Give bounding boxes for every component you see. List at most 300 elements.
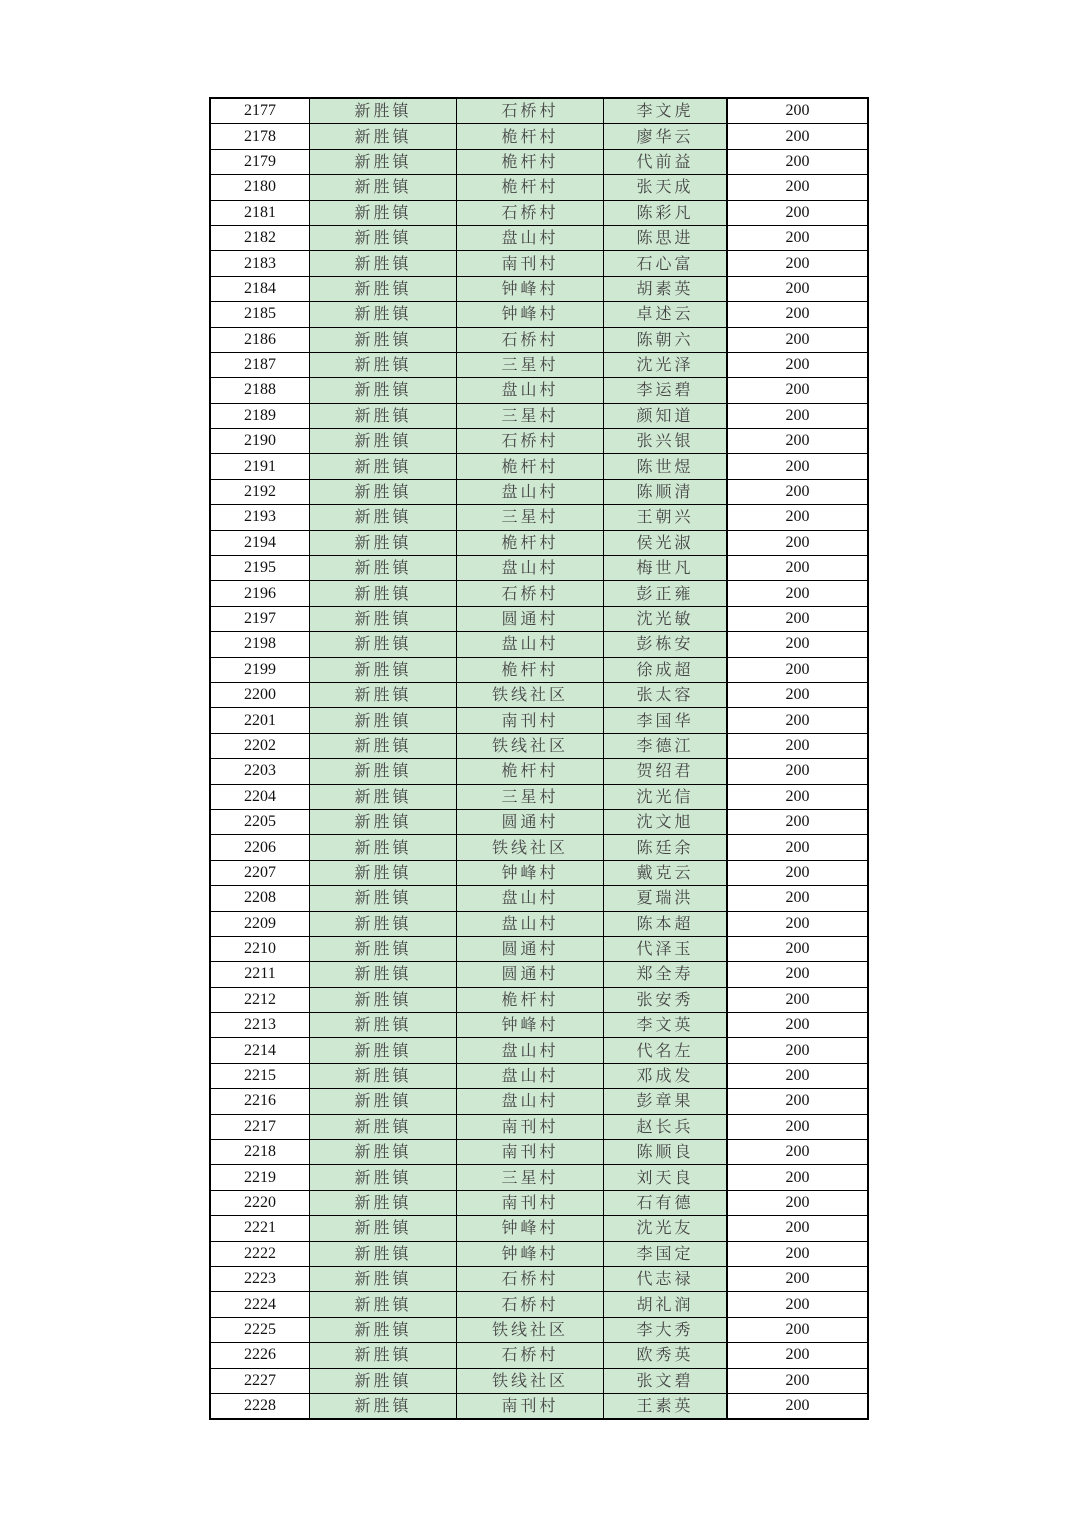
town-cell: 新胜镇 [310, 479, 457, 504]
village-cell: 石桥村 [457, 1343, 604, 1368]
table-row [210, 1089, 868, 1114]
village-cell: 盘山村 [457, 1063, 604, 1088]
village-cell: 三星村 [457, 403, 604, 428]
person-name-cell: 廖华云 [604, 124, 728, 149]
amount-cell: 200 [727, 733, 868, 758]
table-row [210, 784, 868, 809]
town-cell: 新胜镇 [310, 682, 457, 707]
town-cell: 新胜镇 [310, 505, 457, 530]
serial-number-cell: 2185 [210, 302, 310, 327]
amount-cell: 200 [727, 1292, 868, 1317]
person-name-cell: 欧秀英 [604, 1343, 728, 1368]
amount-cell: 200 [727, 1190, 868, 1215]
town-cell: 新胜镇 [310, 1241, 457, 1266]
town-cell: 新胜镇 [310, 276, 457, 301]
serial-number-cell: 2206 [210, 835, 310, 860]
table-row [210, 1292, 868, 1317]
table-row [210, 251, 868, 276]
serial-number-cell: 2224 [210, 1292, 310, 1317]
serial-number-cell: 2204 [210, 784, 310, 809]
serial-number-cell: 2179 [210, 149, 310, 174]
serial-number-cell: 2196 [210, 581, 310, 606]
serial-number-cell: 2205 [210, 809, 310, 834]
person-name-cell: 胡礼润 [604, 1292, 728, 1317]
amount-cell: 200 [727, 682, 868, 707]
person-name-cell: 彭正雍 [604, 581, 728, 606]
person-name-cell: 石有德 [604, 1190, 728, 1215]
town-cell: 新胜镇 [310, 784, 457, 809]
person-name-cell: 胡素英 [604, 276, 728, 301]
serial-number-cell: 2193 [210, 505, 310, 530]
village-cell: 盘山村 [457, 886, 604, 911]
table-row [210, 860, 868, 885]
person-name-cell: 颜知道 [604, 403, 728, 428]
amount-cell: 200 [727, 1089, 868, 1114]
amount-cell: 200 [727, 505, 868, 530]
village-cell: 桅杆村 [457, 657, 604, 682]
person-name-cell: 陈朝六 [604, 327, 728, 352]
person-name-cell: 贺绍君 [604, 759, 728, 784]
town-cell: 新胜镇 [310, 530, 457, 555]
amount-cell: 200 [727, 327, 868, 352]
amount-cell: 200 [727, 1393, 868, 1419]
table-row [210, 809, 868, 834]
village-cell: 石桥村 [457, 327, 604, 352]
village-cell: 石桥村 [457, 1266, 604, 1291]
table-row [210, 987, 868, 1012]
village-cell: 桅杆村 [457, 454, 604, 479]
serial-number-cell: 2210 [210, 936, 310, 961]
amount-cell: 200 [727, 1343, 868, 1368]
amount-cell: 200 [727, 962, 868, 987]
serial-number-cell: 2227 [210, 1368, 310, 1393]
table-row [210, 759, 868, 784]
amount-cell: 200 [727, 175, 868, 200]
table-row [210, 429, 868, 454]
serial-number-cell: 2195 [210, 556, 310, 581]
person-name-cell: 张兴银 [604, 429, 728, 454]
serial-number-cell: 2197 [210, 606, 310, 631]
person-name-cell: 王朝兴 [604, 505, 728, 530]
serial-number-cell: 2199 [210, 657, 310, 682]
serial-number-cell: 2190 [210, 429, 310, 454]
amount-cell: 200 [727, 429, 868, 454]
table-row [210, 1393, 868, 1419]
village-cell: 钟峰村 [457, 302, 604, 327]
village-cell: 盘山村 [457, 556, 604, 581]
serial-number-cell: 2207 [210, 860, 310, 885]
village-cell: 三星村 [457, 784, 604, 809]
village-cell: 盘山村 [457, 1038, 604, 1063]
person-name-cell: 张文碧 [604, 1368, 728, 1393]
table-row [210, 1013, 868, 1038]
serial-number-cell: 2184 [210, 276, 310, 301]
town-cell: 新胜镇 [310, 556, 457, 581]
village-cell: 钟峰村 [457, 1216, 604, 1241]
amount-cell: 200 [727, 1317, 868, 1342]
town-cell: 新胜镇 [310, 962, 457, 987]
town-cell: 新胜镇 [310, 1368, 457, 1393]
village-cell: 南刊村 [457, 1393, 604, 1419]
town-cell: 新胜镇 [310, 987, 457, 1012]
village-cell: 南刊村 [457, 1114, 604, 1139]
amount-cell: 200 [727, 1241, 868, 1266]
amount-cell: 200 [727, 1216, 868, 1241]
table-row [210, 556, 868, 581]
person-name-cell: 沈文旭 [604, 809, 728, 834]
amount-cell: 200 [727, 708, 868, 733]
amount-cell: 200 [727, 1063, 868, 1088]
town-cell: 新胜镇 [310, 835, 457, 860]
person-name-cell: 陈思进 [604, 225, 728, 250]
table-row [210, 1190, 868, 1215]
person-name-cell: 陈廷余 [604, 835, 728, 860]
town-cell: 新胜镇 [310, 911, 457, 936]
amount-cell: 200 [727, 759, 868, 784]
town-cell: 新胜镇 [310, 809, 457, 834]
village-cell: 桅杆村 [457, 149, 604, 174]
town-cell: 新胜镇 [310, 632, 457, 657]
town-cell: 新胜镇 [310, 454, 457, 479]
amount-cell: 200 [727, 556, 868, 581]
table-row [210, 175, 868, 200]
table-row [210, 1266, 868, 1291]
village-cell: 盘山村 [457, 378, 604, 403]
village-cell: 石桥村 [457, 98, 604, 124]
serial-number-cell: 2198 [210, 632, 310, 657]
village-cell: 圆通村 [457, 606, 604, 631]
village-cell: 南刊村 [457, 1140, 604, 1165]
person-name-cell: 李德江 [604, 733, 728, 758]
serial-number-cell: 2191 [210, 454, 310, 479]
town-cell: 新胜镇 [310, 149, 457, 174]
village-cell: 盘山村 [457, 225, 604, 250]
person-name-cell: 李运碧 [604, 378, 728, 403]
town-cell: 新胜镇 [310, 1013, 457, 1038]
village-cell: 铁线社区 [457, 835, 604, 860]
town-cell: 新胜镇 [310, 225, 457, 250]
table-row [210, 200, 868, 225]
town-cell: 新胜镇 [310, 251, 457, 276]
town-cell: 新胜镇 [310, 1165, 457, 1190]
table-row [210, 581, 868, 606]
town-cell: 新胜镇 [310, 302, 457, 327]
table-row [210, 1343, 868, 1368]
town-cell: 新胜镇 [310, 327, 457, 352]
table-row [210, 530, 868, 555]
village-cell: 圆通村 [457, 936, 604, 961]
serial-number-cell: 2223 [210, 1266, 310, 1291]
village-cell: 盘山村 [457, 1089, 604, 1114]
amount-cell: 200 [727, 149, 868, 174]
town-cell: 新胜镇 [310, 378, 457, 403]
town-cell: 新胜镇 [310, 1317, 457, 1342]
serial-number-cell: 2194 [210, 530, 310, 555]
serial-number-cell: 2219 [210, 1165, 310, 1190]
amount-cell: 200 [727, 1368, 868, 1393]
amount-cell: 200 [727, 835, 868, 860]
table-row [210, 962, 868, 987]
village-cell: 南刊村 [457, 251, 604, 276]
village-cell: 石桥村 [457, 581, 604, 606]
village-cell: 钟峰村 [457, 860, 604, 885]
serial-number-cell: 2216 [210, 1089, 310, 1114]
village-cell: 石桥村 [457, 429, 604, 454]
amount-cell: 200 [727, 302, 868, 327]
town-cell: 新胜镇 [310, 403, 457, 428]
serial-number-cell: 2222 [210, 1241, 310, 1266]
amount-cell: 200 [727, 454, 868, 479]
person-name-cell: 陈世煜 [604, 454, 728, 479]
table-row [210, 1368, 868, 1393]
village-cell: 盘山村 [457, 911, 604, 936]
village-cell: 盘山村 [457, 479, 604, 504]
person-name-cell: 陈顺良 [604, 1140, 728, 1165]
village-cell: 石桥村 [457, 200, 604, 225]
table-row [210, 733, 868, 758]
table-row [210, 1038, 868, 1063]
village-cell: 三星村 [457, 352, 604, 377]
amount-cell: 200 [727, 936, 868, 961]
roster-table-body [210, 98, 868, 1419]
amount-cell: 200 [727, 251, 868, 276]
town-cell: 新胜镇 [310, 352, 457, 377]
person-name-cell: 戴克云 [604, 860, 728, 885]
village-cell: 南刊村 [457, 708, 604, 733]
table-row [210, 403, 868, 428]
person-name-cell: 邓成发 [604, 1063, 728, 1088]
person-name-cell: 陈本超 [604, 911, 728, 936]
town-cell: 新胜镇 [310, 1266, 457, 1291]
person-name-cell: 侯光淑 [604, 530, 728, 555]
table-row [210, 1140, 868, 1165]
amount-cell: 200 [727, 200, 868, 225]
town-cell: 新胜镇 [310, 1038, 457, 1063]
amount-cell: 200 [727, 276, 868, 301]
person-name-cell: 彭栋安 [604, 632, 728, 657]
person-name-cell: 代前益 [604, 149, 728, 174]
town-cell: 新胜镇 [310, 1190, 457, 1215]
serial-number-cell: 2208 [210, 886, 310, 911]
amount-cell: 200 [727, 124, 868, 149]
person-name-cell: 代泽玉 [604, 936, 728, 961]
table-row [210, 632, 868, 657]
amount-cell: 200 [727, 1165, 868, 1190]
serial-number-cell: 2177 [210, 98, 310, 124]
amount-cell: 200 [727, 479, 868, 504]
person-name-cell: 刘天良 [604, 1165, 728, 1190]
table-row [210, 505, 868, 530]
person-name-cell: 徐成超 [604, 657, 728, 682]
person-name-cell: 代志禄 [604, 1266, 728, 1291]
town-cell: 新胜镇 [310, 860, 457, 885]
person-name-cell: 陈顺清 [604, 479, 728, 504]
table-row [210, 98, 868, 124]
amount-cell: 200 [727, 403, 868, 428]
table-row [210, 1114, 868, 1139]
village-cell: 圆通村 [457, 962, 604, 987]
town-cell: 新胜镇 [310, 1292, 457, 1317]
table-row [210, 657, 868, 682]
person-name-cell: 王素英 [604, 1393, 728, 1419]
person-name-cell: 彭章果 [604, 1089, 728, 1114]
table-row [210, 886, 868, 911]
amount-cell: 200 [727, 378, 868, 403]
amount-cell: 200 [727, 581, 868, 606]
person-name-cell: 夏瑞洪 [604, 886, 728, 911]
person-name-cell: 郑全寿 [604, 962, 728, 987]
serial-number-cell: 2218 [210, 1140, 310, 1165]
town-cell: 新胜镇 [310, 124, 457, 149]
serial-number-cell: 2187 [210, 352, 310, 377]
town-cell: 新胜镇 [310, 581, 457, 606]
amount-cell: 200 [727, 911, 868, 936]
village-cell: 桅杆村 [457, 987, 604, 1012]
amount-cell: 200 [727, 809, 868, 834]
amount-cell: 200 [727, 860, 868, 885]
town-cell: 新胜镇 [310, 657, 457, 682]
person-name-cell: 代名左 [604, 1038, 728, 1063]
table-row [210, 1317, 868, 1342]
amount-cell: 200 [727, 1114, 868, 1139]
table-row [210, 1241, 868, 1266]
town-cell: 新胜镇 [310, 200, 457, 225]
village-cell: 桅杆村 [457, 759, 604, 784]
person-name-cell: 张安秀 [604, 987, 728, 1012]
serial-number-cell: 2221 [210, 1216, 310, 1241]
table-row [210, 1063, 868, 1088]
person-name-cell: 沈光信 [604, 784, 728, 809]
table-row [210, 276, 868, 301]
person-name-cell: 梅世凡 [604, 556, 728, 581]
amount-cell: 200 [727, 225, 868, 250]
person-name-cell: 陈彩凡 [604, 200, 728, 225]
table-row [210, 378, 868, 403]
amount-cell: 200 [727, 632, 868, 657]
town-cell: 新胜镇 [310, 733, 457, 758]
serial-number-cell: 2228 [210, 1393, 310, 1419]
table-row [210, 1216, 868, 1241]
person-name-cell: 李大秀 [604, 1317, 728, 1342]
person-name-cell: 石心富 [604, 251, 728, 276]
village-cell: 南刊村 [457, 1190, 604, 1215]
person-name-cell: 张太容 [604, 682, 728, 707]
person-name-cell: 李国定 [604, 1241, 728, 1266]
amount-cell: 200 [727, 606, 868, 631]
serial-number-cell: 2200 [210, 682, 310, 707]
village-cell: 桅杆村 [457, 175, 604, 200]
person-name-cell: 李文英 [604, 1013, 728, 1038]
village-cell: 钟峰村 [457, 1013, 604, 1038]
town-cell: 新胜镇 [310, 708, 457, 733]
amount-cell: 200 [727, 530, 868, 555]
village-cell: 铁线社区 [457, 1368, 604, 1393]
serial-number-cell: 2214 [210, 1038, 310, 1063]
serial-number-cell: 2220 [210, 1190, 310, 1215]
table-row [210, 606, 868, 631]
table-row [210, 149, 868, 174]
person-name-cell: 卓述云 [604, 302, 728, 327]
table-row [210, 352, 868, 377]
person-name-cell: 张天成 [604, 175, 728, 200]
serial-number-cell: 2212 [210, 987, 310, 1012]
serial-number-cell: 2202 [210, 733, 310, 758]
amount-cell: 200 [727, 657, 868, 682]
serial-number-cell: 2226 [210, 1343, 310, 1368]
village-cell: 铁线社区 [457, 1317, 604, 1342]
village-cell: 桅杆村 [457, 124, 604, 149]
serial-number-cell: 2183 [210, 251, 310, 276]
town-cell: 新胜镇 [310, 1063, 457, 1088]
serial-number-cell: 2189 [210, 403, 310, 428]
amount-cell: 200 [727, 784, 868, 809]
town-cell: 新胜镇 [310, 759, 457, 784]
serial-number-cell: 2181 [210, 200, 310, 225]
table-row [210, 911, 868, 936]
town-cell: 新胜镇 [310, 98, 457, 124]
town-cell: 新胜镇 [310, 429, 457, 454]
amount-cell: 200 [727, 1038, 868, 1063]
table-row [210, 936, 868, 961]
serial-number-cell: 2182 [210, 225, 310, 250]
person-name-cell: 沈光友 [604, 1216, 728, 1241]
table-row [210, 454, 868, 479]
town-cell: 新胜镇 [310, 936, 457, 961]
town-cell: 新胜镇 [310, 1114, 457, 1139]
table-row [210, 327, 868, 352]
village-cell: 铁线社区 [457, 733, 604, 758]
amount-cell: 200 [727, 987, 868, 1012]
serial-number-cell: 2211 [210, 962, 310, 987]
table-row [210, 124, 868, 149]
town-cell: 新胜镇 [310, 1089, 457, 1114]
village-cell: 三星村 [457, 1165, 604, 1190]
village-cell: 钟峰村 [457, 276, 604, 301]
serial-number-cell: 2192 [210, 479, 310, 504]
town-cell: 新胜镇 [310, 606, 457, 631]
table-row [210, 682, 868, 707]
village-cell: 石桥村 [457, 1292, 604, 1317]
table-row [210, 225, 868, 250]
serial-number-cell: 2186 [210, 327, 310, 352]
amount-cell: 200 [727, 1013, 868, 1038]
serial-number-cell: 2180 [210, 175, 310, 200]
table-row [210, 708, 868, 733]
town-cell: 新胜镇 [310, 1140, 457, 1165]
town-cell: 新胜镇 [310, 1393, 457, 1419]
village-cell: 圆通村 [457, 809, 604, 834]
amount-cell: 200 [727, 352, 868, 377]
roster-table [209, 97, 869, 1420]
table-row [210, 479, 868, 504]
village-cell: 盘山村 [457, 632, 604, 657]
village-cell: 铁线社区 [457, 682, 604, 707]
table-row [210, 1165, 868, 1190]
village-cell: 三星村 [457, 505, 604, 530]
town-cell: 新胜镇 [310, 886, 457, 911]
person-name-cell: 赵长兵 [604, 1114, 728, 1139]
person-name-cell: 李国华 [604, 708, 728, 733]
village-cell: 桅杆村 [457, 530, 604, 555]
serial-number-cell: 2203 [210, 759, 310, 784]
serial-number-cell: 2213 [210, 1013, 310, 1038]
serial-number-cell: 2215 [210, 1063, 310, 1088]
person-name-cell: 沈光泽 [604, 352, 728, 377]
amount-cell: 200 [727, 1140, 868, 1165]
table-row [210, 835, 868, 860]
serial-number-cell: 2178 [210, 124, 310, 149]
amount-cell: 200 [727, 1266, 868, 1291]
